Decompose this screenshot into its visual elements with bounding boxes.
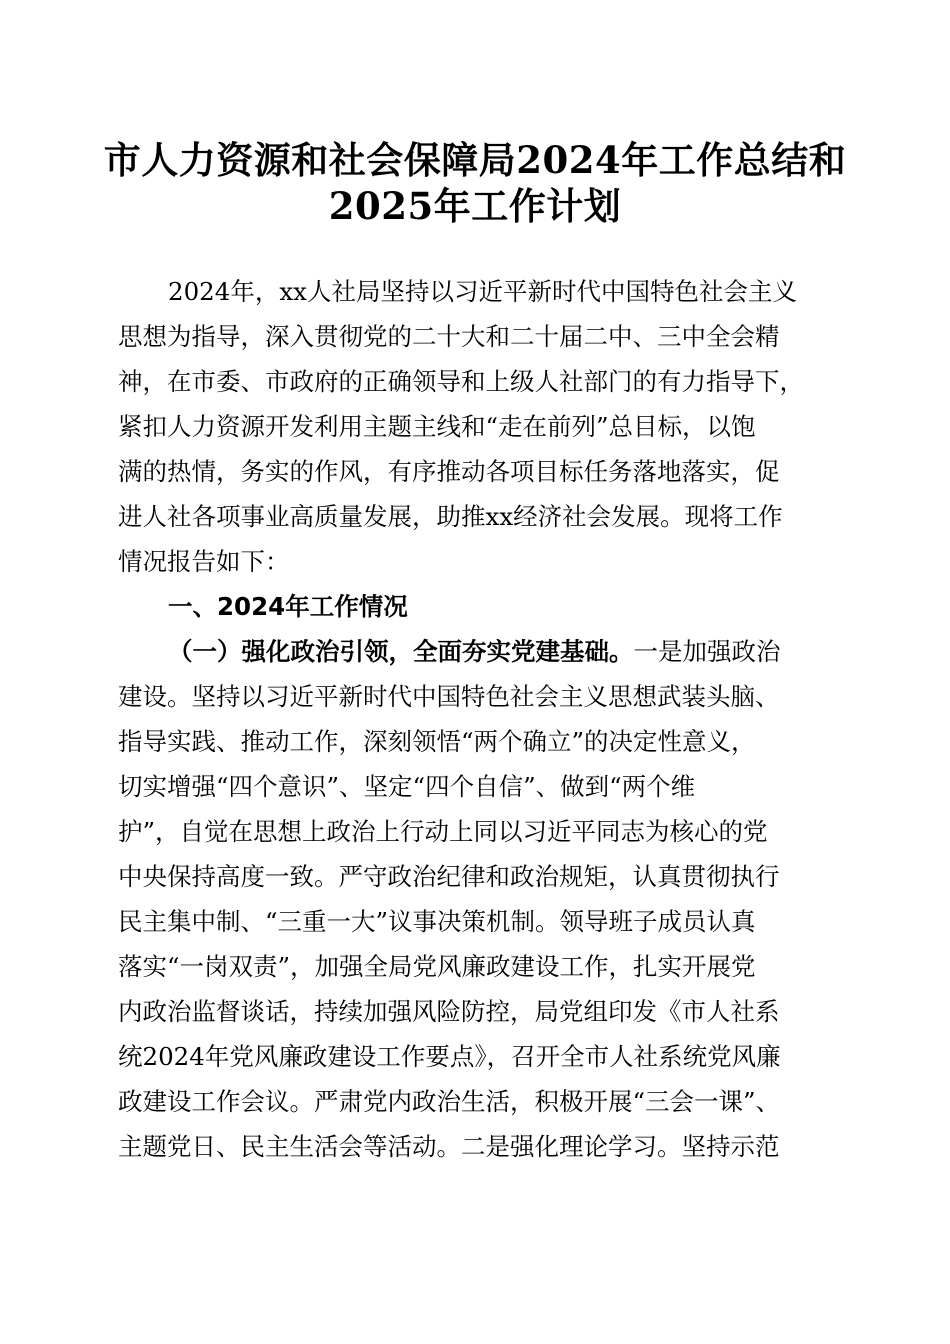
intro-line: 2024年，xx人社局坚持以习近平新时代中国特色社会主义 — [168, 277, 797, 306]
subsection-first-line — [168, 630, 838, 674]
body-line: 护”，自觉在思想上政治上行动上同以习近平同志为核心的党 — [118, 817, 768, 846]
body-line: 统2024年党风廉政建设工作要点》，召开全市人社系统党风廉 — [118, 1042, 781, 1071]
body-line: 民主集中制、“三重一大”议事决策机制。领导班子成员认真 — [118, 907, 756, 936]
subsection-lead: （一）强化政治引领，全面夯实党建基础。 — [168, 637, 634, 666]
body-line: 政建设工作会议。严肃党内政治生活，积极开展“三会一课”、 — [118, 1087, 781, 1116]
body-line: 主题党日、民主生活会等活动。二是强化理论学习。坚持示范 — [118, 1132, 780, 1161]
section-heading: 一、2024年工作情况 — [168, 592, 408, 621]
intro-line: 进人社各项事业高质量发展，助推xx经济社会发展。现将工作 — [118, 502, 783, 531]
intro-line: 紧扣人力资源开发利用主题主线和“走在前列”总目标，以饱 — [118, 412, 756, 441]
document-title-line-1: 市人力资源和社会保障局2024年工作总结和 — [103, 138, 847, 182]
body-line: 内政治监督谈话，持续加强风险防控，局党组印发《市人社系 — [118, 997, 780, 1026]
body-line: 建设。坚持以习近平新时代中国特色社会主义思想武装头脑、 — [118, 682, 780, 711]
body-line: 指导实践、推动工作，深刻领悟“两个确立”的决定性意义， — [118, 727, 756, 756]
document-title-line-2: 2025年工作计划 — [328, 184, 622, 228]
body-line: 中央保持高度一致。严守政治纪律和政治规矩，认真贯彻执行 — [118, 862, 780, 891]
subsection-first-line-rest: 一是加强政治 — [633, 637, 781, 666]
intro-line: 思想为指导，深入贯彻党的二十大和二十届二中、三中全会精 — [118, 322, 780, 351]
body-line: 落实“一岗双责”，加强全局党风廉政建设工作，扎实开展党 — [118, 952, 756, 981]
intro-line: 神，在市委、市政府的正确领导和上级人社部门的有力指导下， — [118, 367, 804, 396]
intro-line: 满的热情，务实的作风，有序推动各项目标任务落地落实，促 — [118, 457, 780, 486]
intro-line: 情况报告如下： — [118, 547, 290, 576]
body-line: 切实增强“四个意识”、坚定“四个自信”、做到“两个维 — [118, 772, 696, 801]
